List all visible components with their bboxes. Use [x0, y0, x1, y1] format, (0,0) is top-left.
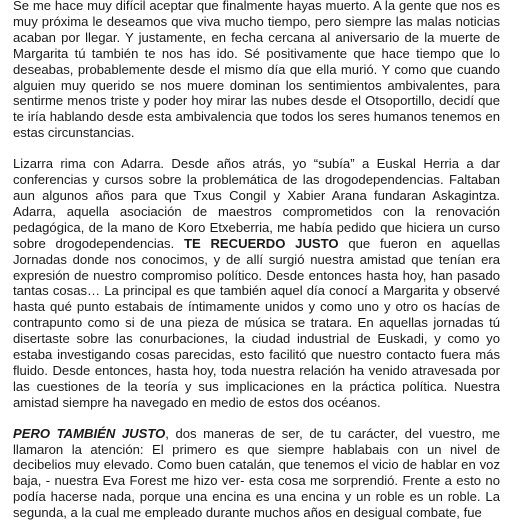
paragraph-2-text-before: Lizarra rima con Adarra. Desde años atrás, yo “subía” a Euskal Herria a dar conferencias y cursos sobre la problemática de las drogodependencias. Faltaban aun algunos años para que Txus Congil y Xabier Arana fundaran Askagintza. Adarra, aquella asociación de maestros comprometidos con la renovación pedagógica, de la mano de Koro Etxeberria, me había pedido que hiciera un curso sobre drogodependencias.	[13, 156, 500, 251]
paragraph-2	[13, 156, 500, 411]
paragraph-3	[13, 426, 500, 521]
paragraph-2-emphasis: TE RECUERDO JUSTO	[183, 235, 339, 251]
paragraph-3-emphasis: PERO TAMBIÉN JUSTO	[13, 425, 166, 441]
paragraph-1: Se me hace muy difícil aceptar que finalmente hayas muerto. A la gente que nos es muy próxima le deseamos que viva mucho tiempo, pero siempre las malas noticias acaban por llegar. Y justamente, en fecha cercana al aniversario de la muerte de Margarita tú también te nos has ido. Sé positivamente que hace tiempo que lo deseabas, probablemente desde el mismo día que ella murió. Y como que cuando alguien muy querido se nos muere dominan los sentimientos ambivalentes, para sentirme menos triste y poder hoy mirar las nubes desde el Otsoportillo, decidí que te iría hablando desde esta ambivalencia que todos los seres humanos tenemos en estas circunstancias.	[13, 0, 500, 141]
paragraph-3-text-after: , dos maneras de ser, de tu carácter, del vuestro, me llamaron la atención: El primero es que siempre hablabais con un nivel de decibelios muy elevado. Como buen catalán, que tenemos el vicio de hablar en voz baja, - nuestra Eva Forest me hizo ver- esta cosa me sorprendió. Frente a esto no podía hacerse nada, porque una encina es una encina y un roble es un roble. La segunda, a la cual me empleado durante muchos años en desigual combate, fue	[13, 425, 500, 521]
paragraph-2-text-after: que fueron en aquellas Jornadas donde nos conocimos, y de allí surgió nuestra amistad que tenían era expresión de nuestro compromiso político. Desde entonces hasta hoy, han pasado tantas cosas… La principal es que también aquel día conocí a Margarita y observé hasta qué punto estabais de íntimamente unidos y como uno y otro os hacías de contrapunto como si de una pieza de música se tratara. En aquellas jornadas tú disertaste sobre las conurbaciones, la ciudad industrial de Euskadi, y como yo estaba investigando cosas parecidas, esto facilitó que nuestro contacto fuera más fluido. Desde entonces, hasta hoy, toda nuestra relación ha venido atravesada por las cuestiones de la teoría y sus implicaciones en la práctica política. Nuestra amistad siempre ha navegado en medio de estos dos océanos.	[13, 235, 500, 410]
